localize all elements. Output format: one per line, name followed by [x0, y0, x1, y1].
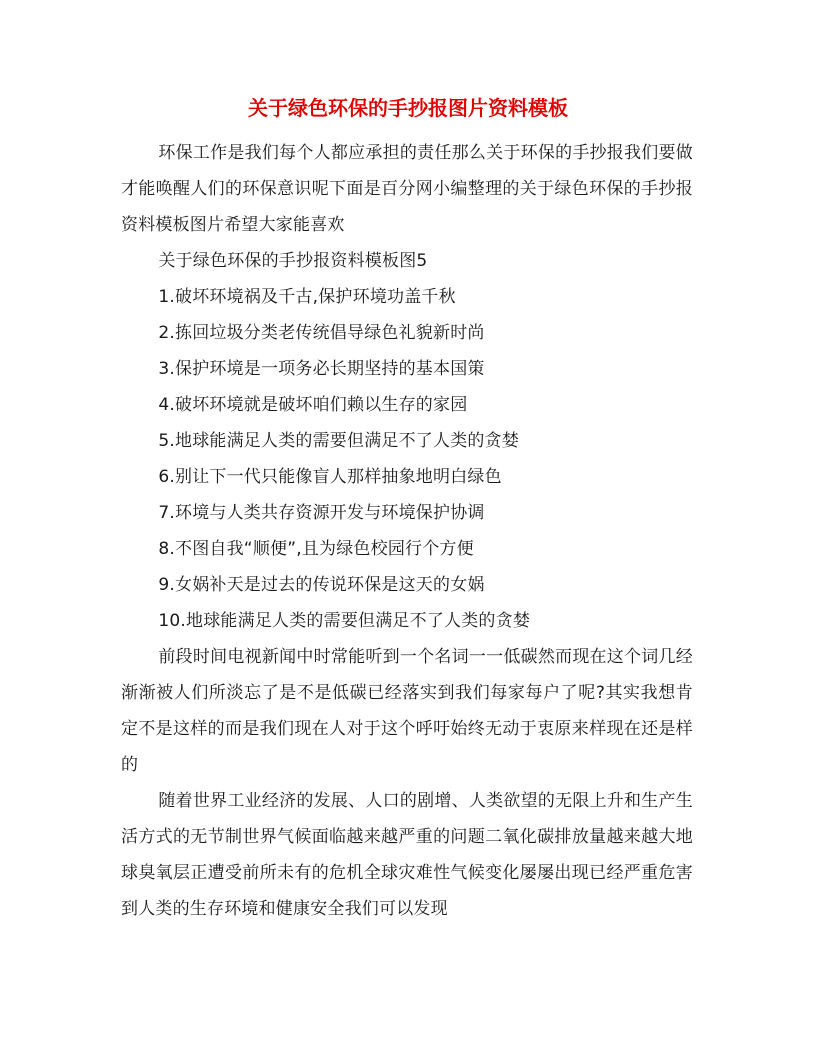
content-list — [121, 243, 693, 639]
slogan-item: 9.女娲补天是过去的传说环保是这天的女娲 — [158, 575, 485, 595]
slogan-item: 1.破坏环境祸及千古,保护环境功盖千秋 — [158, 287, 456, 307]
image-caption: 关于绿色环保的手抄报资料模板图5 — [158, 251, 428, 271]
document-title: 关于绿色环保的手抄报图片资料模板 — [248, 96, 568, 120]
paragraph-low-carbon: 前段时间电视新闻中时常能听到一个名词一一低碳然而现在这个词几经渐渐被人们所淡忘了是不是低碳已经落实到我们每家每户了呢?其实我想肯定不是这样的而是我们现在人对于这个呼吁始终无动于衷原来样现在还是样的 — [121, 647, 693, 775]
slogan-item: 3.保护环境是一项务必长期坚持的基本国策 — [158, 359, 485, 379]
paragraph-climate: 随着世界工业经济的发展、人口的剧增、人类欲望的无限上升和生产生活方式的无节制世界气候面临越来越严重的问题二氧化碳排放量越来越大地球臭氧层正遭受前所未有的危机全球灾难性气候变化屡屡出现已经严重危害到人类的生存环境和健康安全我们可以发现 — [121, 791, 693, 919]
intro-paragraph: 环保工作是我们每个人都应承担的责任那么关于环保的手抄报我们要做才能唤醒人们的环保意识呢下面是百分网小编整理的关于绿色环保的手抄报资料模板图片希望大家能喜欢 — [121, 143, 693, 235]
slogan-item: 6.别让下一代只能像盲人那样抽象地明白绿色 — [158, 467, 502, 487]
slogan-item: 8.不图自我“顺便”,且为绿色校园行个方便 — [158, 539, 474, 559]
slogan-item: 2.拣回垃圾分类老传统倡导绿色礼貌新时尚 — [158, 323, 485, 343]
slogan-item: 5.地球能满足人类的需要但满足不了人类的贪婪 — [158, 431, 520, 451]
slogan-item: 10.地球能满足人类的需要但满足不了人类的贪婪 — [158, 611, 531, 631]
document-body — [121, 135, 693, 927]
slogan-item: 4.破坏环境就是破坏咱们赖以生存的家园 — [158, 395, 468, 415]
slogan-item: 7.环境与人类共存资源开发与环境保护协调 — [158, 503, 485, 523]
